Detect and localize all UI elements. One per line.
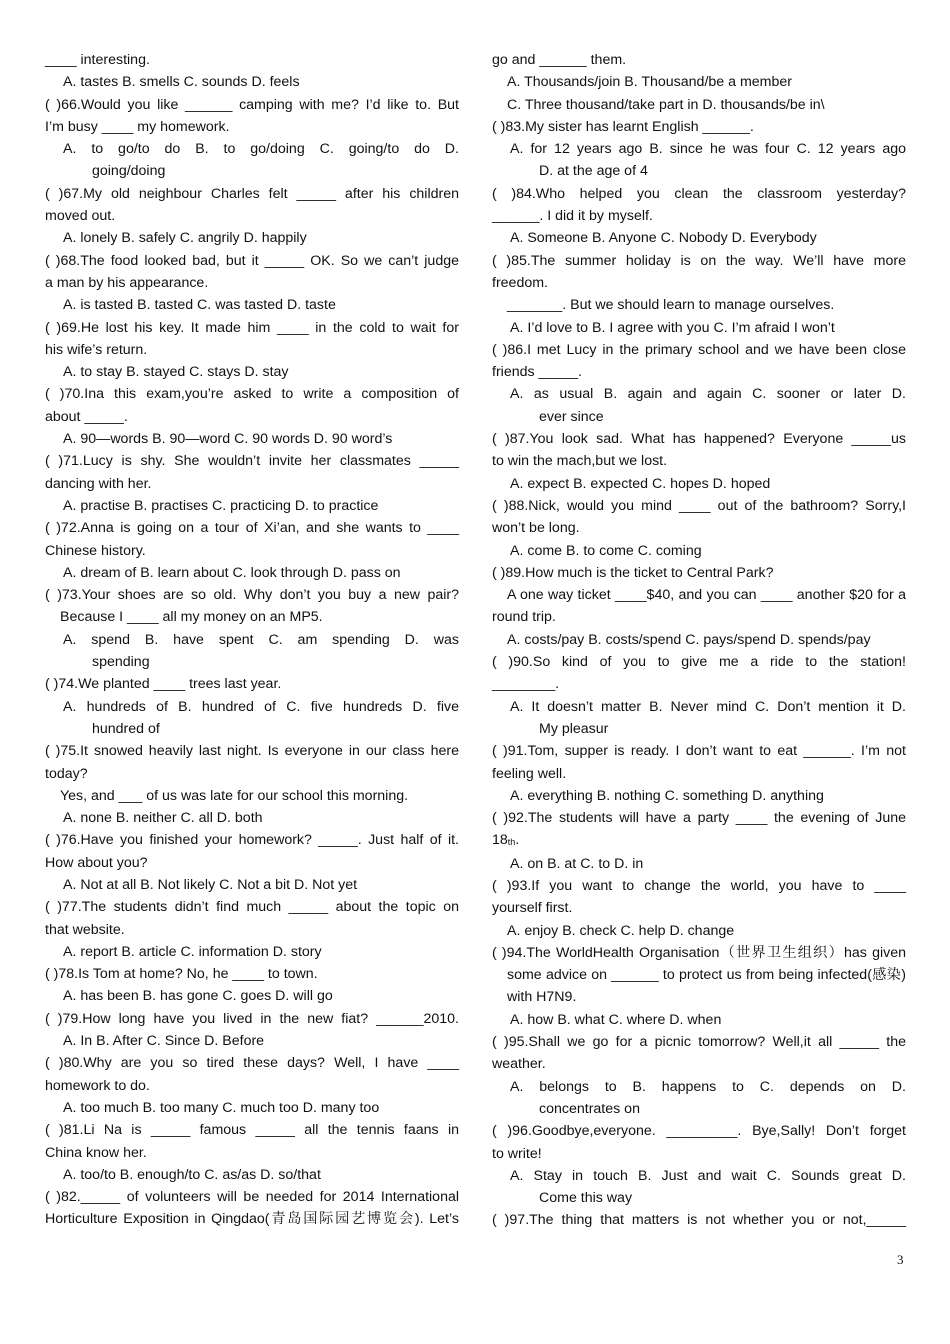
text-line [45, 160, 459, 182]
text-line [492, 942, 906, 964]
line-text: ( )85.The summer holiday is on the way. We’ll have more [492, 252, 906, 269]
line-text: concentrates on [539, 1100, 640, 1117]
text-line [45, 696, 459, 718]
line-text: How about you? [45, 854, 148, 871]
text-line [45, 896, 459, 918]
text-line [45, 1097, 459, 1119]
line-text: friends _____. [492, 364, 582, 381]
text-line [492, 629, 906, 651]
text-line [45, 1208, 459, 1230]
text-line [492, 740, 906, 762]
text-line [492, 584, 906, 606]
text-line [492, 853, 906, 875]
text-line [492, 1031, 906, 1053]
line-text: D. at the age of 4 [539, 163, 648, 180]
text-line [492, 383, 906, 405]
left-column [45, 49, 459, 1231]
line-text: A. hundreds of B. hundred of C. five hundreds D. five [63, 698, 459, 715]
line-text: ( )89.How much is the ticket to Central Park? [492, 564, 774, 581]
line-text: A. has been B. has gone C. goes D. will go [63, 988, 333, 1005]
line-text: A. too much B. too many C. much too D. many too [63, 1099, 380, 1116]
text-line [45, 963, 459, 985]
line-text: ( )75.It snowed heavily last night. Is everyone in our class here [45, 743, 459, 760]
text-line [45, 763, 459, 785]
text-line [492, 562, 906, 584]
line-text: A. come B. to come C. coming [510, 542, 702, 559]
text-line [492, 964, 906, 986]
text-line [45, 317, 459, 339]
line-text: C. Three thousand/take part in D. thousands/be in\ [507, 96, 825, 113]
line-text: with H7N9. [507, 989, 577, 1006]
line-text: dancing with her. [45, 475, 152, 492]
text-line [492, 116, 906, 138]
text-line [45, 606, 459, 628]
text-line [492, 317, 906, 339]
line-text: that website. [45, 921, 125, 938]
line-text: A. lonely B. safely C. angrily D. happily [63, 230, 307, 247]
text-line [492, 517, 906, 539]
line-text: ( )79.How long have you lived in the new fiat? ______2010. [45, 1010, 459, 1027]
line-text: ( )74.We planted ____ trees last year. [45, 676, 282, 693]
line-text: China know her. [45, 1144, 147, 1161]
text-line [45, 361, 459, 383]
line-text: ( )71.Lucy is shy. She wouldn’t invite her classmates _____ [45, 453, 459, 470]
line-text: ( )97.The thing that matters is not whether you or not,_____ [492, 1212, 906, 1229]
line-text: A. enjoy B. check C. help D. change [507, 922, 735, 939]
text-line [492, 272, 906, 294]
line-text: ( )68.The food looked bad, but it _____ OK. So we can’t judge [45, 252, 459, 269]
line-text: A. practise B. practises C. practicing D. to practice [63, 497, 379, 514]
line-text: freedom. [492, 274, 548, 291]
text-line [492, 897, 906, 919]
text-line [45, 450, 459, 472]
text-line [45, 49, 459, 71]
line-text: A. Thousands/join B. Thousand/be a member [507, 74, 792, 91]
line-text: about _____. [45, 408, 128, 425]
line-text: to win the mach,but we lost. [492, 453, 668, 470]
line-text: ( )86.I met Lucy in the primary school and we have been close [492, 341, 906, 358]
line-text: 18 [492, 832, 508, 849]
text-line [492, 920, 906, 942]
line-text: ( )81.Li Na is _____ famous _____ all the tennis faans in [45, 1122, 459, 1139]
line-text: ( )94.The WorldHealth Organisation（世界卫生组织）has given [492, 944, 906, 961]
text-line [492, 829, 906, 852]
text-line [492, 94, 906, 116]
line-text: ever since [539, 408, 604, 425]
line-text: A. report B. article C. information D. story [63, 943, 322, 960]
text-line [45, 1142, 459, 1164]
line-text: My pleasur [539, 720, 609, 737]
line-text: ( )87.You look sad. What has happened? Everyone _____us [492, 431, 906, 448]
text-line [492, 718, 906, 740]
text-line [492, 361, 906, 383]
line-text: A. Stay in touch B. Just and wait C. Sounds great D. [510, 1167, 906, 1184]
text-line [45, 874, 459, 896]
line-text: ( )91.Tom, supper is ready. I don’t want to eat ______. I’m not [492, 743, 906, 760]
line-text: Yes, and ___ of us was late for our school this morning. [60, 787, 409, 804]
text-line [45, 785, 459, 807]
text-line [492, 406, 906, 428]
text-line [492, 473, 906, 495]
text-line [492, 495, 906, 517]
line-text: A. In B. After C. Since D. Before [63, 1033, 265, 1050]
text-line [45, 116, 459, 138]
text-line [492, 807, 906, 829]
line-text: Horticulture Exposition in Qingdao(青岛国际园艺博览会). Let’s [45, 1211, 459, 1228]
text-line [45, 718, 459, 740]
text-line [492, 1009, 906, 1031]
line-text: A. as usual B. again and again C. sooner or later D. [510, 386, 906, 403]
line-text: ( )72.Anna is going on a tour of Xi’an, and she wants to ____ [45, 520, 459, 537]
text-line [45, 1052, 459, 1074]
text-line [492, 1120, 906, 1142]
line-text: A. It doesn’t matter B. Never mind C. Don’t mention it D. [510, 698, 906, 715]
text-line [492, 1053, 906, 1075]
line-text: weather. [492, 1056, 546, 1073]
text-line [492, 138, 906, 160]
text-line [45, 852, 459, 874]
text-line [492, 339, 906, 361]
line-text: hundred of [92, 720, 160, 737]
line-text: A. on B. at C. to D. in [510, 855, 644, 872]
text-line [45, 94, 459, 116]
text-line [45, 495, 459, 517]
line-text: today? [45, 765, 88, 782]
text-line [45, 1008, 459, 1030]
line-text: A. spend B. have spent C. am spending D. was [63, 631, 459, 648]
line-text: Chinese history. [45, 542, 146, 559]
text-line [492, 763, 906, 785]
line-text: A. costs/pay B. costs/spend C. pays/spend D. spends/pay [507, 631, 871, 648]
text-line [45, 1075, 459, 1097]
line-text: to write! [492, 1145, 542, 1162]
line-text: A one way ticket ____$40, and you can ____ another $20 for a [507, 587, 906, 604]
text-line [492, 696, 906, 718]
text-line [492, 540, 906, 562]
text-line [45, 71, 459, 93]
line-text: go and ______ them. [492, 52, 627, 68]
line-text: yourself first. [492, 900, 573, 917]
line-text: A. is tasted B. tasted C. was tasted D. taste [63, 297, 336, 314]
text-line [492, 1209, 906, 1231]
ordinal-suffix: th [507, 837, 516, 848]
line-text: ( )93.If you want to change the world, you have to ____ [492, 877, 906, 894]
line-text: ____ interesting. [45, 52, 150, 68]
line-text: his wife’s return. [45, 341, 148, 358]
text-line [45, 673, 459, 695]
right-column [492, 49, 906, 1232]
line-text: A. I’d love to B. I agree with you C. I’m afraid I won’t [510, 319, 835, 336]
line-text: A. everything B. nothing C. something D. anything [510, 787, 824, 804]
line-text: ( )76.Have you finished your homework? _____. Just half of it. [45, 832, 459, 849]
text-line [45, 406, 459, 428]
line-text: ( )73.Your shoes are so old. Why don’t you buy a new pair? [45, 587, 459, 604]
text-line [45, 540, 459, 562]
text-line [45, 183, 459, 205]
line-text: A. tastes B. smells C. sounds D. feels [63, 74, 300, 91]
text-line [45, 740, 459, 762]
line-text: ( )82._____ of volunteers will be needed for 2014 International [45, 1189, 459, 1206]
line-text: ( )69.He lost his key. It made him ____ in the cold to wait for [45, 319, 459, 336]
text-line [45, 205, 459, 227]
line-text: going/doing [92, 163, 166, 180]
line-text: a man by his appearance. [45, 274, 209, 291]
text-line [45, 428, 459, 450]
text-line [492, 227, 906, 249]
text-line [45, 383, 459, 405]
text-line [45, 1186, 459, 1208]
text-line [45, 807, 459, 829]
line-text: I’m busy ____ my homework. [45, 118, 230, 135]
text-line [45, 517, 459, 539]
text-line [492, 205, 906, 227]
text-line [45, 1119, 459, 1141]
line-text: feeling well. [492, 765, 567, 782]
text-line [45, 919, 459, 941]
text-line [45, 473, 459, 495]
text-line [492, 875, 906, 897]
text-line [492, 1143, 906, 1165]
line-text: A. how B. what C. where D. when [510, 1011, 722, 1028]
text-line [492, 1076, 906, 1098]
line-text: Because I ____ all my money on an MP5. [60, 609, 323, 626]
line-text: Come this way [539, 1190, 633, 1207]
text-line [492, 1098, 906, 1120]
line-text: ( )78.Is Tom at home? No, he ____ to town. [45, 966, 318, 983]
page-number: 3 [897, 1252, 904, 1267]
text-line [45, 1164, 459, 1186]
line-text: spending [92, 654, 150, 671]
text-line [45, 250, 459, 272]
text-line [492, 1187, 906, 1209]
line-text: A. none B. neither C. all D. both [63, 810, 263, 827]
text-line [492, 1165, 906, 1187]
text-line [45, 829, 459, 851]
text-line [492, 651, 906, 673]
text-line [45, 339, 459, 361]
text-line [45, 584, 459, 606]
line-text: A. dream of B. learn about C. look through D. pass on [63, 564, 401, 581]
line-text: A. 90—words B. 90—word C. 90 words D. 90 word’s [63, 431, 393, 448]
line-text: ( )95.Shall we go for a picnic tomorrow? Well,it all _____ the [492, 1034, 906, 1051]
text-line [45, 629, 459, 651]
line-text: ( )66.Would you like ______ camping with me? I’d like to. But [45, 96, 459, 113]
line-text: ______. I did it by myself. [492, 208, 653, 225]
line-text: A. to stay B. stayed C. stays D. stay [63, 364, 289, 381]
line-text: A. belongs to B. happens to C. depends on D. [510, 1078, 906, 1095]
line-text: round trip. [492, 609, 556, 626]
text-line [492, 160, 906, 182]
line-text: A. Not at all B. Not likely C. Not a bit D. Not yet [63, 876, 358, 893]
line-text: ( )80.Why are you so tired these days? Well, I have ____ [45, 1055, 459, 1072]
text-line [45, 227, 459, 249]
line-text: ( )96.Goodbye,everyone. _________. Bye,Sally! Don’t forget [492, 1123, 906, 1140]
line-text: ( )88.Nick, would you mind ____ out of the bathroom? Sorry,I [492, 497, 906, 514]
text-line [45, 651, 459, 673]
text-line [45, 138, 459, 160]
text-line [492, 785, 906, 807]
line-text: A. to go/to do B. to go/doing C. going/to do D. [63, 141, 459, 158]
text-line [492, 428, 906, 450]
line-text: homework to do. [45, 1077, 150, 1094]
text-line [45, 562, 459, 584]
line-text: ( )77.The students didn’t find much _____ about the topic on [45, 899, 459, 916]
line-text: ( )70.Ina this exam,you’re asked to write a composition of [45, 386, 459, 403]
line-text: A. for 12 years ago B. since he was four C. 12 years ago [510, 141, 906, 158]
text-line [492, 183, 906, 205]
text-line [492, 673, 906, 695]
text-line [492, 49, 906, 71]
text-line [492, 294, 906, 316]
line-text: some advice on ______ to protect us from being infected(感染) [507, 967, 906, 984]
text-line [45, 272, 459, 294]
text-line [492, 250, 906, 272]
text-line [45, 941, 459, 963]
text-line [45, 294, 459, 316]
text-line [492, 606, 906, 628]
line-text: _______. But we should learn to manage ourselves. [507, 297, 835, 314]
line-text: A. expect B. expected C. hopes D. hoped [510, 475, 771, 492]
text-line [492, 71, 906, 93]
text-line [492, 450, 906, 472]
line-text: won’t be long. [492, 520, 580, 537]
line-text: A. too/to B. enough/to C. as/as D. so/that [63, 1166, 321, 1183]
text-line [45, 985, 459, 1007]
line-text: ( )92.The students will have a party ____ the evening of June [492, 810, 906, 827]
line-text: ( )90.So kind of you to give me a ride to the station! [492, 654, 906, 671]
line-text: ( )67.My old neighbour Charles felt _____ after his children [45, 185, 459, 202]
line-text: ( )83.My sister has learnt English ______. [492, 118, 754, 135]
line-text: ( )84.Who helped you clean the classroom yesterday? [492, 185, 906, 202]
line-text: A. Someone B. Anyone C. Nobody D. Everybody [510, 230, 817, 247]
line-text: ________. [492, 676, 560, 693]
text-line [492, 986, 906, 1008]
text-line [45, 1030, 459, 1052]
line-tail: . [515, 832, 520, 849]
line-text: moved out. [45, 208, 116, 225]
